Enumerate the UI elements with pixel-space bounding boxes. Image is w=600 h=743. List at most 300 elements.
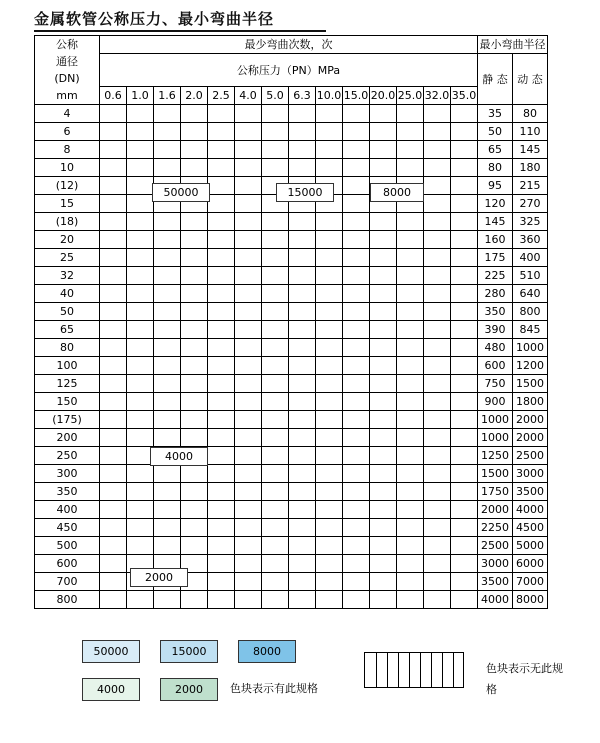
cell-r5-c4 (208, 195, 235, 213)
static-radius-11: 350 (478, 303, 513, 321)
cell-r13-c9 (343, 339, 370, 357)
cell-r1-c10 (370, 123, 397, 141)
table-row (35, 375, 548, 393)
static-radius-1: 50 (478, 123, 513, 141)
cell-r20-c1 (127, 465, 154, 483)
cell-r7-c3 (181, 231, 208, 249)
cell-r21-c5 (235, 483, 262, 501)
cell-r23-c5 (235, 519, 262, 537)
dn-cell-11: 50 (35, 303, 100, 321)
cell-r1-c11 (397, 123, 424, 141)
cell-r3-c1 (127, 159, 154, 177)
table-row (35, 231, 548, 249)
legend-50000: 50000 (82, 640, 140, 663)
dn-cell-17: (175) (35, 411, 100, 429)
table-header (35, 36, 548, 105)
cell-r16-c7 (289, 393, 316, 411)
dynamic-radius-19: 2500 (513, 447, 548, 465)
cell-r6-c7 (289, 213, 316, 231)
cell-r6-c11 (397, 213, 424, 231)
cell-r22-c1 (127, 501, 154, 519)
cell-r20-c4 (208, 465, 235, 483)
cell-r14-c7 (289, 357, 316, 375)
cell-r18-c11 (397, 429, 424, 447)
cell-r3-c4 (208, 159, 235, 177)
cell-r13-c2 (154, 339, 181, 357)
table-row (35, 249, 548, 267)
static-radius-16: 900 (478, 393, 513, 411)
cell-r25-c11 (397, 555, 424, 573)
cell-r4-c4 (208, 177, 235, 195)
cell-r16-c4 (208, 393, 235, 411)
cell-r11-c11 (397, 303, 424, 321)
cell-r7-c4 (208, 231, 235, 249)
cell-r25-c4 (208, 555, 235, 573)
cell-r27-c5 (235, 591, 262, 609)
cell-r27-c4 (208, 591, 235, 609)
table-row (35, 429, 548, 447)
dn-cell-2: 8 (35, 141, 100, 159)
cell-r17-c9 (343, 411, 370, 429)
dynamic-radius-4: 215 (513, 177, 548, 195)
dynamic-radius-23: 4500 (513, 519, 548, 537)
no-spec-label: 色块表示无此规格 (486, 662, 563, 696)
cell-r0-c4 (208, 105, 235, 123)
static-radius-9: 225 (478, 267, 513, 285)
cell-r18-c10 (370, 429, 397, 447)
table-row (35, 447, 548, 465)
cell-r2-c9 (343, 141, 370, 159)
cell-r22-c13 (451, 501, 478, 519)
cell-r26-c12 (424, 573, 451, 591)
cell-r11-c13 (451, 303, 478, 321)
pn-value-header-11: 25.0 (397, 87, 424, 105)
pn-value-header-10: 20.0 (370, 87, 397, 105)
cell-r1-c1 (127, 123, 154, 141)
cell-r7-c10 (370, 231, 397, 249)
cell-r0-c5 (235, 105, 262, 123)
cell-r25-c12 (424, 555, 451, 573)
cell-r7-c11 (397, 231, 424, 249)
radius-header: 最小弯曲半径 (478, 36, 548, 54)
cell-r3-c2 (154, 159, 181, 177)
cell-r12-c2 (154, 321, 181, 339)
table-body (35, 105, 548, 609)
cell-r11-c7 (289, 303, 316, 321)
cell-r10-c11 (397, 285, 424, 303)
bends-header: 最少弯曲次数，次 (100, 36, 478, 54)
dynamic-radius-22: 4000 (513, 501, 548, 519)
dynamic-radius-15: 1500 (513, 375, 548, 393)
cell-r0-c9 (343, 105, 370, 123)
cell-r0-c7 (289, 105, 316, 123)
cell-r23-c13 (451, 519, 478, 537)
cell-r8-c11 (397, 249, 424, 267)
dynamic-radius-10: 640 (513, 285, 548, 303)
pn-value-header-2: 1.6 (154, 87, 181, 105)
cell-r17-c5 (235, 411, 262, 429)
cell-r24-c6 (262, 537, 289, 555)
cell-r12-c8 (316, 321, 343, 339)
cell-r13-c0 (100, 339, 127, 357)
legend-4000: 4000 (82, 678, 140, 701)
cell-r10-c5 (235, 285, 262, 303)
pn-value-header-9: 15.0 (343, 87, 370, 105)
hatch-line-4 (409, 653, 410, 687)
cell-r1-c5 (235, 123, 262, 141)
cell-r12-c10 (370, 321, 397, 339)
cell-r20-c8 (316, 465, 343, 483)
cell-r19-c9 (343, 447, 370, 465)
cell-r25-c5 (235, 555, 262, 573)
cell-r17-c1 (127, 411, 154, 429)
cell-r22-c4 (208, 501, 235, 519)
dn-cell-18: 200 (35, 429, 100, 447)
cell-r23-c6 (262, 519, 289, 537)
dn-cell-26: 700 (35, 573, 100, 591)
cell-r8-c0 (100, 249, 127, 267)
cell-r1-c7 (289, 123, 316, 141)
cell-r23-c1 (127, 519, 154, 537)
cell-r18-c6 (262, 429, 289, 447)
dynamic-radius-25: 6000 (513, 555, 548, 573)
cell-r17-c8 (316, 411, 343, 429)
dynamic-radius-6: 325 (513, 213, 548, 231)
cell-r18-c5 (235, 429, 262, 447)
dn-cell-5: 15 (35, 195, 100, 213)
cell-r7-c8 (316, 231, 343, 249)
cell-r2-c8 (316, 141, 343, 159)
cell-r10-c1 (127, 285, 154, 303)
dn-cell-20: 300 (35, 465, 100, 483)
cell-r23-c3 (181, 519, 208, 537)
dn-cell-19: 250 (35, 447, 100, 465)
cell-r12-c11 (397, 321, 424, 339)
cell-r12-c0 (100, 321, 127, 339)
cell-r1-c6 (262, 123, 289, 141)
table-row (35, 573, 548, 591)
cell-r21-c7 (289, 483, 316, 501)
cell-r0-c10 (370, 105, 397, 123)
cell-r13-c4 (208, 339, 235, 357)
cell-r23-c9 (343, 519, 370, 537)
dynamic-radius-18: 2000 (513, 429, 548, 447)
cell-r18-c9 (343, 429, 370, 447)
cell-r10-c2 (154, 285, 181, 303)
cell-r24-c0 (100, 537, 127, 555)
cell-r0-c6 (262, 105, 289, 123)
table-row (35, 141, 548, 159)
dynamic-radius-27: 8000 (513, 591, 548, 609)
title-underline (34, 30, 326, 32)
cell-r27-c3 (181, 591, 208, 609)
table-row (35, 357, 548, 375)
cell-r18-c1 (127, 429, 154, 447)
cell-r13-c5 (235, 339, 262, 357)
cell-r10-c10 (370, 285, 397, 303)
static-radius-18: 1000 (478, 429, 513, 447)
static-radius-15: 750 (478, 375, 513, 393)
static-radius-0: 35 (478, 105, 513, 123)
cell-r21-c8 (316, 483, 343, 501)
cell-r13-c10 (370, 339, 397, 357)
dn-cell-12: 65 (35, 321, 100, 339)
cell-r27-c11 (397, 591, 424, 609)
cell-r2-c6 (262, 141, 289, 159)
cell-r4-c5 (235, 177, 262, 195)
table-row (35, 159, 548, 177)
cell-r13-c13 (451, 339, 478, 357)
cell-r24-c9 (343, 537, 370, 555)
cell-r12-c12 (424, 321, 451, 339)
dn-cell-23: 450 (35, 519, 100, 537)
cell-r18-c2 (154, 429, 181, 447)
cell-r11-c2 (154, 303, 181, 321)
cell-r9-c1 (127, 267, 154, 285)
dn-cell-22: 400 (35, 501, 100, 519)
cell-r3-c12 (424, 159, 451, 177)
dn-cell-27: 800 (35, 591, 100, 609)
cell-r26-c5 (235, 573, 262, 591)
cell-r22-c2 (154, 501, 181, 519)
cell-r3-c10 (370, 159, 397, 177)
cell-r25-c6 (262, 555, 289, 573)
cell-r2-c0 (100, 141, 127, 159)
cell-r9-c8 (316, 267, 343, 285)
cell-r9-c13 (451, 267, 478, 285)
dynamic-radius-17: 2000 (513, 411, 548, 429)
table-row (35, 501, 548, 519)
cell-r5-c5 (235, 195, 262, 213)
cell-r27-c1 (127, 591, 154, 609)
cell-r15-c7 (289, 375, 316, 393)
dn-cell-16: 150 (35, 393, 100, 411)
cell-r27-c7 (289, 591, 316, 609)
cell-r3-c7 (289, 159, 316, 177)
static-radius-5: 120 (478, 195, 513, 213)
cell-r21-c3 (181, 483, 208, 501)
table-row (35, 285, 548, 303)
hatch-line-3 (398, 653, 399, 687)
cell-r17-c2 (154, 411, 181, 429)
cell-r23-c0 (100, 519, 127, 537)
cell-r6-c0 (100, 213, 127, 231)
cell-r12-c4 (208, 321, 235, 339)
cell-r22-c9 (343, 501, 370, 519)
cell-r8-c2 (154, 249, 181, 267)
cell-r18-c0 (100, 429, 127, 447)
cell-r9-c11 (397, 267, 424, 285)
overlay-15000: 15000 (276, 183, 334, 202)
cell-r9-c7 (289, 267, 316, 285)
cell-r0-c13 (451, 105, 478, 123)
cell-r1-c13 (451, 123, 478, 141)
static-radius-13: 480 (478, 339, 513, 357)
cell-r19-c7 (289, 447, 316, 465)
cell-r21-c1 (127, 483, 154, 501)
static-radius-2: 65 (478, 141, 513, 159)
cell-r17-c7 (289, 411, 316, 429)
cell-r15-c9 (343, 375, 370, 393)
cell-r20-c13 (451, 465, 478, 483)
cell-r24-c11 (397, 537, 424, 555)
table-row (35, 213, 548, 231)
cell-r14-c12 (424, 357, 451, 375)
cell-r14-c11 (397, 357, 424, 375)
cell-r22-c0 (100, 501, 127, 519)
hatch-line-7 (442, 653, 443, 687)
pn-value-header-0: 0.6 (100, 87, 127, 105)
cell-r27-c12 (424, 591, 451, 609)
cell-r20-c5 (235, 465, 262, 483)
cell-r17-c3 (181, 411, 208, 429)
cell-r27-c13 (451, 591, 478, 609)
dn-cell-21: 350 (35, 483, 100, 501)
cell-r17-c12 (424, 411, 451, 429)
cell-r14-c9 (343, 357, 370, 375)
cell-r26-c8 (316, 573, 343, 591)
cell-r19-c12 (424, 447, 451, 465)
cell-r21-c11 (397, 483, 424, 501)
cell-r0-c2 (154, 105, 181, 123)
cell-r16-c11 (397, 393, 424, 411)
cell-r2-c11 (397, 141, 424, 159)
cell-r13-c1 (127, 339, 154, 357)
cell-r21-c10 (370, 483, 397, 501)
radius-dynamic-header: 动 态 (513, 54, 548, 105)
cell-r24-c12 (424, 537, 451, 555)
cell-r2-c13 (451, 141, 478, 159)
cell-r16-c2 (154, 393, 181, 411)
static-radius-27: 4000 (478, 591, 513, 609)
cell-r6-c12 (424, 213, 451, 231)
cell-r1-c2 (154, 123, 181, 141)
dn-cell-13: 80 (35, 339, 100, 357)
cell-r1-c3 (181, 123, 208, 141)
cell-r16-c10 (370, 393, 397, 411)
cell-r8-c4 (208, 249, 235, 267)
cell-r18-c7 (289, 429, 316, 447)
dynamic-radius-0: 80 (513, 105, 548, 123)
table-row (35, 393, 548, 411)
overlay-50000: 50000 (152, 183, 210, 202)
cell-r24-c10 (370, 537, 397, 555)
cell-r20-c10 (370, 465, 397, 483)
cell-r14-c4 (208, 357, 235, 375)
cell-r3-c6 (262, 159, 289, 177)
cell-r3-c3 (181, 159, 208, 177)
cell-r8-c12 (424, 249, 451, 267)
cell-r18-c4 (208, 429, 235, 447)
cell-r9-c6 (262, 267, 289, 285)
cell-r14-c5 (235, 357, 262, 375)
static-radius-21: 1750 (478, 483, 513, 501)
cell-r6-c13 (451, 213, 478, 231)
cell-r13-c6 (262, 339, 289, 357)
cell-r20-c7 (289, 465, 316, 483)
table-row (35, 339, 548, 357)
cell-r16-c1 (127, 393, 154, 411)
cell-r14-c6 (262, 357, 289, 375)
pn-value-header-12: 32.0 (424, 87, 451, 105)
cell-r12-c3 (181, 321, 208, 339)
cell-r11-c6 (262, 303, 289, 321)
static-radius-25: 3000 (478, 555, 513, 573)
hatch-line-8 (453, 653, 454, 687)
static-radius-20: 1500 (478, 465, 513, 483)
dn-header-line-4: mm (56, 89, 78, 102)
cell-r9-c10 (370, 267, 397, 285)
cell-r3-c5 (235, 159, 262, 177)
cell-r25-c13 (451, 555, 478, 573)
cell-r25-c0 (100, 555, 127, 573)
cell-r16-c9 (343, 393, 370, 411)
cell-r15-c13 (451, 375, 478, 393)
table-row (35, 267, 548, 285)
dynamic-radius-12: 845 (513, 321, 548, 339)
cell-r12-c9 (343, 321, 370, 339)
cell-r9-c4 (208, 267, 235, 285)
cell-r26-c10 (370, 573, 397, 591)
page-title: 金属软管公称压力、最小弯曲半径 (34, 10, 275, 28)
cell-r7-c0 (100, 231, 127, 249)
cell-r20-c3 (181, 465, 208, 483)
cell-r10-c9 (343, 285, 370, 303)
cell-r27-c0 (100, 591, 127, 609)
dynamic-radius-2: 145 (513, 141, 548, 159)
cell-r5-c1 (127, 195, 154, 213)
cell-r14-c8 (316, 357, 343, 375)
cell-r7-c9 (343, 231, 370, 249)
cell-r7-c12 (424, 231, 451, 249)
cell-r19-c4 (208, 447, 235, 465)
dynamic-radius-9: 510 (513, 267, 548, 285)
dn-cell-14: 100 (35, 357, 100, 375)
cell-r16-c13 (451, 393, 478, 411)
cell-r3-c0 (100, 159, 127, 177)
hatch-line-1 (376, 653, 377, 687)
cell-r16-c12 (424, 393, 451, 411)
cell-r24-c13 (451, 537, 478, 555)
cell-r8-c13 (451, 249, 478, 267)
cell-r26-c13 (451, 573, 478, 591)
cell-r6-c6 (262, 213, 289, 231)
cell-r3-c13 (451, 159, 478, 177)
cell-r23-c8 (316, 519, 343, 537)
cell-r8-c1 (127, 249, 154, 267)
radius-static-header: 静 态 (478, 54, 513, 105)
cell-r11-c12 (424, 303, 451, 321)
cell-r26-c9 (343, 573, 370, 591)
static-radius-17: 1000 (478, 411, 513, 429)
cell-r2-c5 (235, 141, 262, 159)
table-row (35, 555, 548, 573)
cell-r14-c10 (370, 357, 397, 375)
dn-cell-6: (18) (35, 213, 100, 231)
cell-r20-c2 (154, 465, 181, 483)
cell-r25-c7 (289, 555, 316, 573)
cell-r19-c10 (370, 447, 397, 465)
cell-r1-c4 (208, 123, 235, 141)
pn-value-header-1: 1.0 (127, 87, 154, 105)
cell-r27-c9 (343, 591, 370, 609)
cell-r19-c11 (397, 447, 424, 465)
cell-r11-c5 (235, 303, 262, 321)
cell-r23-c4 (208, 519, 235, 537)
cell-r8-c10 (370, 249, 397, 267)
cell-r16-c0 (100, 393, 127, 411)
cell-r11-c1 (127, 303, 154, 321)
